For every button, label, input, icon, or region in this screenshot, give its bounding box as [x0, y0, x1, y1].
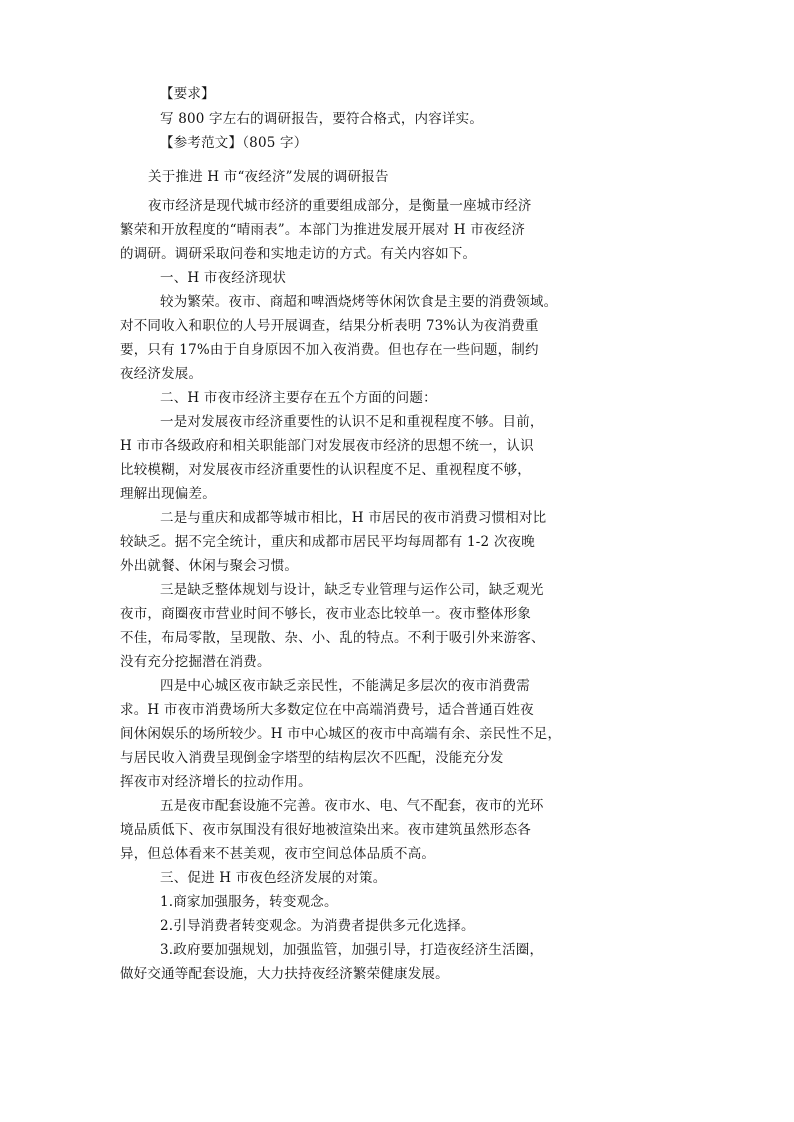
paragraph-line: 三是缺乏整体规划与设计，缺乏专业管理与运作公司，缺乏观光 — [160, 582, 544, 598]
paragraph-line: 四是中心城区夜市缺乏亲民性，不能满足多层次的夜市消费需 — [160, 678, 530, 694]
countermeasure-item: 1.商家加强服务，转变观念。 — [160, 894, 338, 910]
requirement-heading: 【要求】 — [160, 86, 215, 102]
paragraph-line: 的调研。调研采取问卷和实地走访的方式。有关内容如下。 — [120, 246, 477, 262]
paragraph-line: 外出就餐、休闲与聚会习惯。 — [120, 558, 299, 574]
paragraph-line: 五是夜市配套设施不完善。夜市水、电、气不配套，夜市的光环 — [160, 798, 544, 814]
paragraph-line: 挥夜市对经济增长的拉动作用。 — [120, 774, 312, 790]
sample-essay-heading: 【参考范文】（805 字） — [160, 135, 308, 151]
paragraph-line: 不佳，布局零散，呈现散、杂、小、乱的特点。不利于吸引外来游客、 — [120, 630, 545, 646]
paragraph-line: 对不同收入和职位的人号开展调查，结果分析表明 73%认为夜消费重 — [120, 318, 539, 334]
paragraph-line: 没有充分挖掘潜在消费。 — [120, 654, 271, 670]
section-heading: 三、促进 H 市夜色经济发展的对策。 — [160, 870, 387, 886]
section-heading: 一、H 市夜经济现状 — [160, 270, 287, 286]
paragraph-line: 一是对发展夜市经济重要性的认识不足和重视程度不够。目前， — [160, 414, 544, 430]
paragraph-line: 二是与重庆和成都等城市相比，H 市居民的夜市消费习惯相对比 — [160, 510, 547, 526]
requirement-text: 写 800 字左右的调研报告，要符合格式，内容详实。 — [160, 111, 484, 127]
countermeasure-item: 3.政府要加强规划，加强监管，加强引导，打造夜经济生活圈， — [160, 942, 544, 958]
paragraph-line: 做好交通等配套设施，大力扶持夜经济繁荣健康发展。 — [120, 966, 449, 982]
report-title: 关于推进 H 市“夜经济”发展的调研报告 — [148, 169, 389, 185]
paragraph-line: 较缺乏。据不完全统计，重庆和成都市居民平均每周都有 1-2 次夜晚 — [120, 534, 535, 550]
paragraph-line: 夜市经济是现代城市经济的重要组成部分，是衡量一座城市经济 — [148, 198, 532, 214]
paragraph-line: 异，但总体看来不甚美观，夜市空间总体品质不高。 — [120, 846, 436, 862]
paragraph-line: 间休闲娱乐的场所较少。H 市中心城区的夜市中高端有余、亲民性不足， — [120, 726, 562, 742]
paragraph-line: 繁荣和开放程度的“晴雨表”。本部门为推进发展开展对 H 市夜经济 — [120, 222, 526, 238]
paragraph-line: 境品质低下、夜市氛围没有很好地被渲染出来。夜市建筑虽然形态各 — [120, 822, 531, 838]
paragraph-line: 与居民收入消费呈现倒金字塔型的结构层次不匹配，没能充分发 — [120, 750, 504, 766]
section-heading: 二、H 市夜市经济主要存在五个方面的问题： — [160, 390, 437, 406]
paragraph-line: 较为繁荣。夜市、商超和啤酒烧烤等休闲饮食是主要的消费领域。 — [160, 294, 558, 310]
paragraph-line: 夜经济发展。 — [120, 366, 203, 382]
countermeasure-item: 2.引导消费者转变观念。为消费者提供多元化选择。 — [160, 918, 475, 934]
paragraph-line: 要，只有 17%由于自身原因不加入夜消费。但也存在一些问题，制约 — [120, 342, 539, 358]
paragraph-line: 夜市，商圈夜市营业时间不够长，夜市业态比较单一。夜市整体形象 — [120, 606, 531, 622]
paragraph-line: 理解出现偏差。 — [120, 486, 216, 502]
paragraph-line: H 市市各级政府和相关职能部门对发展夜市经济的思想不统一，认识 — [120, 438, 534, 454]
paragraph-line: 比较模糊，对发展夜市经济重要性的认识程度不足、重视程度不够， — [120, 462, 531, 478]
paragraph-line: 求。H 市夜市消费场所大多数定位在中高端消费号，适合普通百姓夜 — [120, 702, 534, 718]
